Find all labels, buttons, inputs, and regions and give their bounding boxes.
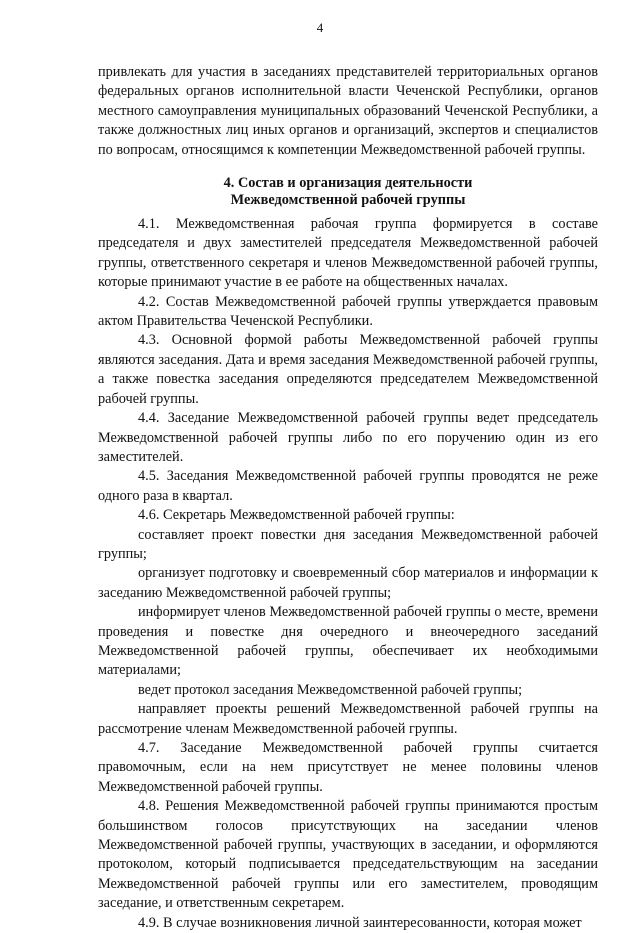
section-heading — [98, 175, 598, 209]
list-item-agenda: составляет проект повестки дня заседания Межведомственной рабочей группы; — [98, 526, 598, 562]
list-item-materials: организует подготовку и своевременный сбор материалов и информации к заседанию Межведомственной рабочей группы; — [98, 565, 598, 601]
paragraph-4-8: 4.8. Решения Межведомственной рабочей группы принимаются простым большинством голосов присутствующих на заседании членов Межведомственной рабочей группы, участвующих в заседании, и оформляются протоколом, который подписывается председательствующим на заседании Межведомственной рабочей группы или его заместителем, проводящим заседание, и ответственным секретарем. — [98, 798, 598, 912]
paragraph-4-4: 4.4. Заседание Межведомственной рабочей группы ведет председатель Межведомственной рабочей группы либо по его поручению один из его заместителей. — [98, 410, 598, 465]
paragraph-4-7: 4.7. Заседание Межведомственной рабочей группы считается правомочным, если на нем присутствует не менее половины членов Межведомственной рабочей группы. — [98, 740, 598, 795]
list-item-inform: информирует членов Межведомственной рабочей группы о месте, времени проведения и повестке дня очередного и внеочередного заседаний Межведомственной рабочей группы, обеспечивает их необходимыми материалами; — [98, 604, 598, 679]
paragraph-4-5: 4.5. Заседания Межведомственной рабочей группы проводятся не реже одного раза в квартал. — [98, 468, 598, 504]
paragraph-4-6: 4.6. Секретарь Межведомственной рабочей группы: — [138, 507, 455, 524]
section-heading-line-1: 4. Состав и организация деятельности — [223, 175, 473, 192]
intro-paragraph: привлекать для участия в заседаниях представителей территориальных органов федеральных органов исполнительной власти Чеченской Республики, органов местного самоуправления муниципальных образований Чеченской Республики, а также должностных лиц иных органов и организаций, экспертов и специалистов по вопросам, относящимся к компетенции Межведомственной рабочей группы. — [98, 64, 598, 158]
list-item-protocol: ведет протокол заседания Межведомственной рабочей группы; — [138, 681, 523, 698]
document-body — [98, 63, 598, 933]
page-number: 4 — [316, 20, 324, 35]
list-item-drafts: направляет проекты решений Межведомственной рабочей группы на рассмотрение членам Межведомственной рабочей группы. — [98, 701, 598, 737]
paragraph-4-2: 4.2. Состав Межведомственной рабочей группы утверждается правовым актом Правительства Чеченской Республики. — [98, 293, 598, 330]
paragraph-4-3: 4.3. Основной формой работы Межведомственной рабочей группы являются заседания. Дата и время заседания Межведомственной рабочей группы, а также повестка заседания определяются председателем Межведомственной рабочей группы. — [98, 332, 598, 407]
paragraph-4-9: 4.9. В случае возникновения личной заинтересованности, которая может — [138, 914, 582, 931]
paragraph-4-1: 4.1. Межведомственная рабочая группа формируется в составе председателя и двух заместителей председателя Межведомственной рабочей группы, ответственного секретаря и членов Межведомственной рабочей группы, которые принимают участие в ее работе на общественных началах. — [98, 216, 598, 291]
section-heading-line-2: Межведомственной рабочей группы — [230, 192, 466, 209]
